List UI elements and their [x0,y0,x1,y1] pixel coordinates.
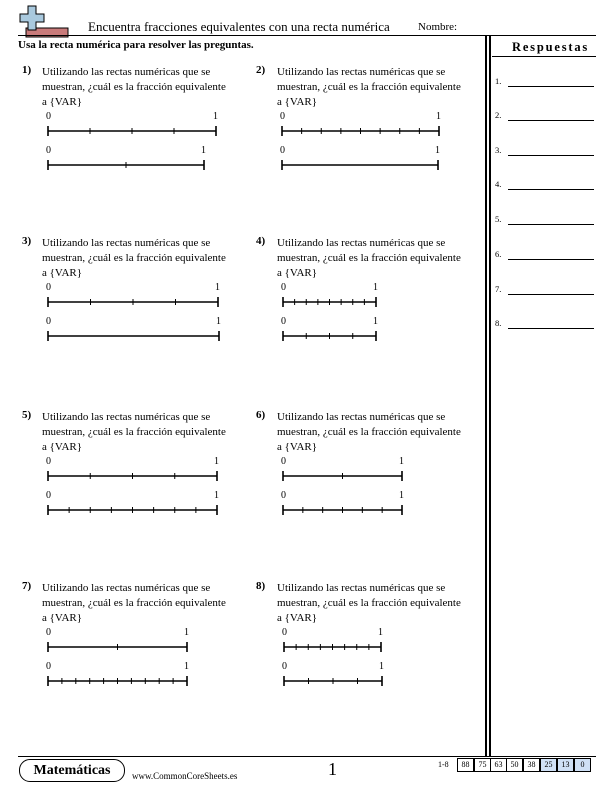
footer-rule [18,756,596,757]
number-line-end-label: 1 [436,111,441,122]
number-line-end-label: 1 [373,316,378,327]
answers-title-rule [492,56,596,57]
answer-label: 1. [495,76,502,86]
number-line-start-label: 0 [281,316,286,327]
question-number: 7) [22,580,32,592]
score-box: 50 [506,758,523,772]
answer-label: 4. [495,179,502,189]
question-text: Utilizando las rectas numéricas que se muestran, ¿cuál es la fracción equivalente a {VAR} [42,237,226,279]
header-rule [18,35,596,36]
question-number: 4) [256,235,266,247]
plus-logo-icon [18,4,70,38]
answer-label: 3. [495,145,502,155]
number-line-start-label: 0 [280,145,285,156]
question-number: 5) [22,409,32,421]
question-text: Utilizando las rectas numéricas que se muestran, ¿cuál es la fracción equivalente a {VAR} [277,411,461,453]
question-text: Utilizando las rectas numéricas que se muestran, ¿cuál es la fracción equivalente a {VAR} [277,66,461,108]
question-range: 1-8 [438,760,449,769]
number-line-start-label: 0 [46,111,51,122]
score-box: 88 [457,758,474,772]
number-line-end-label: 1 [215,282,220,293]
number-line-start-label: 0 [46,661,51,672]
number-line-graphic [48,126,216,136]
number-line-graphic [283,297,376,307]
answer-line[interactable] [508,259,594,260]
question-text: Utilizando las rectas numéricas que se muestran, ¿cuál es la fracción equivalente a {VAR} [42,411,226,453]
number-line-graphic [282,126,439,136]
subject-badge: Matemáticas [19,759,125,782]
number-line-graphic [283,331,376,341]
column-divider [485,36,487,756]
number-line-graphic [48,160,204,170]
score-box: 13 [557,758,574,772]
number-line-start-label: 0 [281,282,286,293]
number-line-end-label: 1 [399,456,404,467]
number-line-start-label: 0 [281,456,286,467]
answers-title: Respuestas [512,40,590,54]
number-line-start-label: 0 [46,627,51,638]
score-box: 75 [474,758,491,772]
number-line-end-label: 1 [399,490,404,501]
number-line-start-label: 0 [46,490,51,501]
question-text: Utilizando las rectas numéricas que se muestran, ¿cuál es la fracción equivalente a {VAR} [277,582,461,624]
number-line-start-label: 0 [282,627,287,638]
number-line-start-label: 0 [282,661,287,672]
number-line [48,157,204,167]
number-line [282,157,438,167]
number-line-graphic [48,642,187,652]
number-line-end-label: 1 [214,456,219,467]
answer-line[interactable] [508,155,594,156]
answer-line[interactable] [508,120,594,121]
number-line [283,468,402,478]
question-number: 6) [256,409,266,421]
score-box: 25 [540,758,557,772]
answer-line[interactable] [508,224,594,225]
number-line-graphic [48,297,218,307]
number-line [48,639,187,649]
page-number: 1 [328,759,337,779]
number-line-start-label: 0 [46,282,51,293]
number-line-graphic [283,471,402,481]
name-label: Nombre: [418,21,458,33]
answer-label: 7. [495,284,502,294]
number-line [48,294,218,304]
worksheet-title: Encuentra fracciones equivalentes con una recta numérica [88,19,390,34]
number-line [48,328,219,338]
number-line-start-label: 0 [46,456,51,467]
number-line [283,328,376,338]
answer-line[interactable] [508,294,594,295]
answer-label: 6. [495,249,502,259]
column-divider [489,36,491,756]
question-text: Utilizando las rectas numéricas que se muestran, ¿cuál es la fracción equivalente a {VAR} [277,237,461,279]
website-link[interactable]: www.CommonCoreSheets.es [132,771,238,781]
number-line-end-label: 1 [184,627,189,638]
number-line-end-label: 1 [378,627,383,638]
answer-label: 8. [495,318,502,328]
number-line-graphic [48,331,219,341]
answer-label: 2. [495,110,502,120]
number-line [48,468,217,478]
answer-line[interactable] [508,189,594,190]
number-line [48,502,217,512]
number-line-end-label: 1 [435,145,440,156]
number-line [48,123,216,133]
number-line-end-label: 1 [214,490,219,501]
question-number: 8) [256,580,266,592]
number-line-graphic [284,642,381,652]
score-box: 38 [523,758,540,772]
number-line [48,673,187,683]
instructions: Usa la recta numérica para resolver las preguntas. [18,39,254,51]
number-line-end-label: 1 [201,145,206,156]
number-line-end-label: 1 [216,316,221,327]
number-line [283,294,376,304]
question-text: Utilizando las rectas numéricas que se muestran, ¿cuál es la fracción equivalente a {VAR} [42,582,226,624]
number-line-start-label: 0 [46,145,51,156]
score-box: 0 [574,758,591,772]
answer-line[interactable] [508,86,594,87]
question-number: 3) [22,235,32,247]
number-line-graphic [282,160,438,170]
number-line [284,639,381,649]
number-line [282,123,439,133]
answer-label: 5. [495,214,502,224]
answer-line[interactable] [508,328,594,329]
number-line [283,502,402,512]
number-line-graphic [284,676,382,686]
question-number: 2) [256,64,266,76]
number-line-start-label: 0 [46,316,51,327]
question-number: 1) [22,64,32,76]
number-line-end-label: 1 [373,282,378,293]
number-line-graphic [283,505,402,515]
number-line-start-label: 0 [281,490,286,501]
number-line-graphic [48,471,217,481]
number-line [284,673,382,683]
number-line-end-label: 1 [379,661,384,672]
number-line-end-label: 1 [213,111,218,122]
score-box: 63 [490,758,507,772]
number-line-start-label: 0 [280,111,285,122]
number-line-end-label: 1 [184,661,189,672]
number-line-graphic [48,505,217,515]
question-text: Utilizando las rectas numéricas que se muestran, ¿cuál es la fracción equivalente a {VAR} [42,66,226,108]
number-line-graphic [48,676,187,686]
